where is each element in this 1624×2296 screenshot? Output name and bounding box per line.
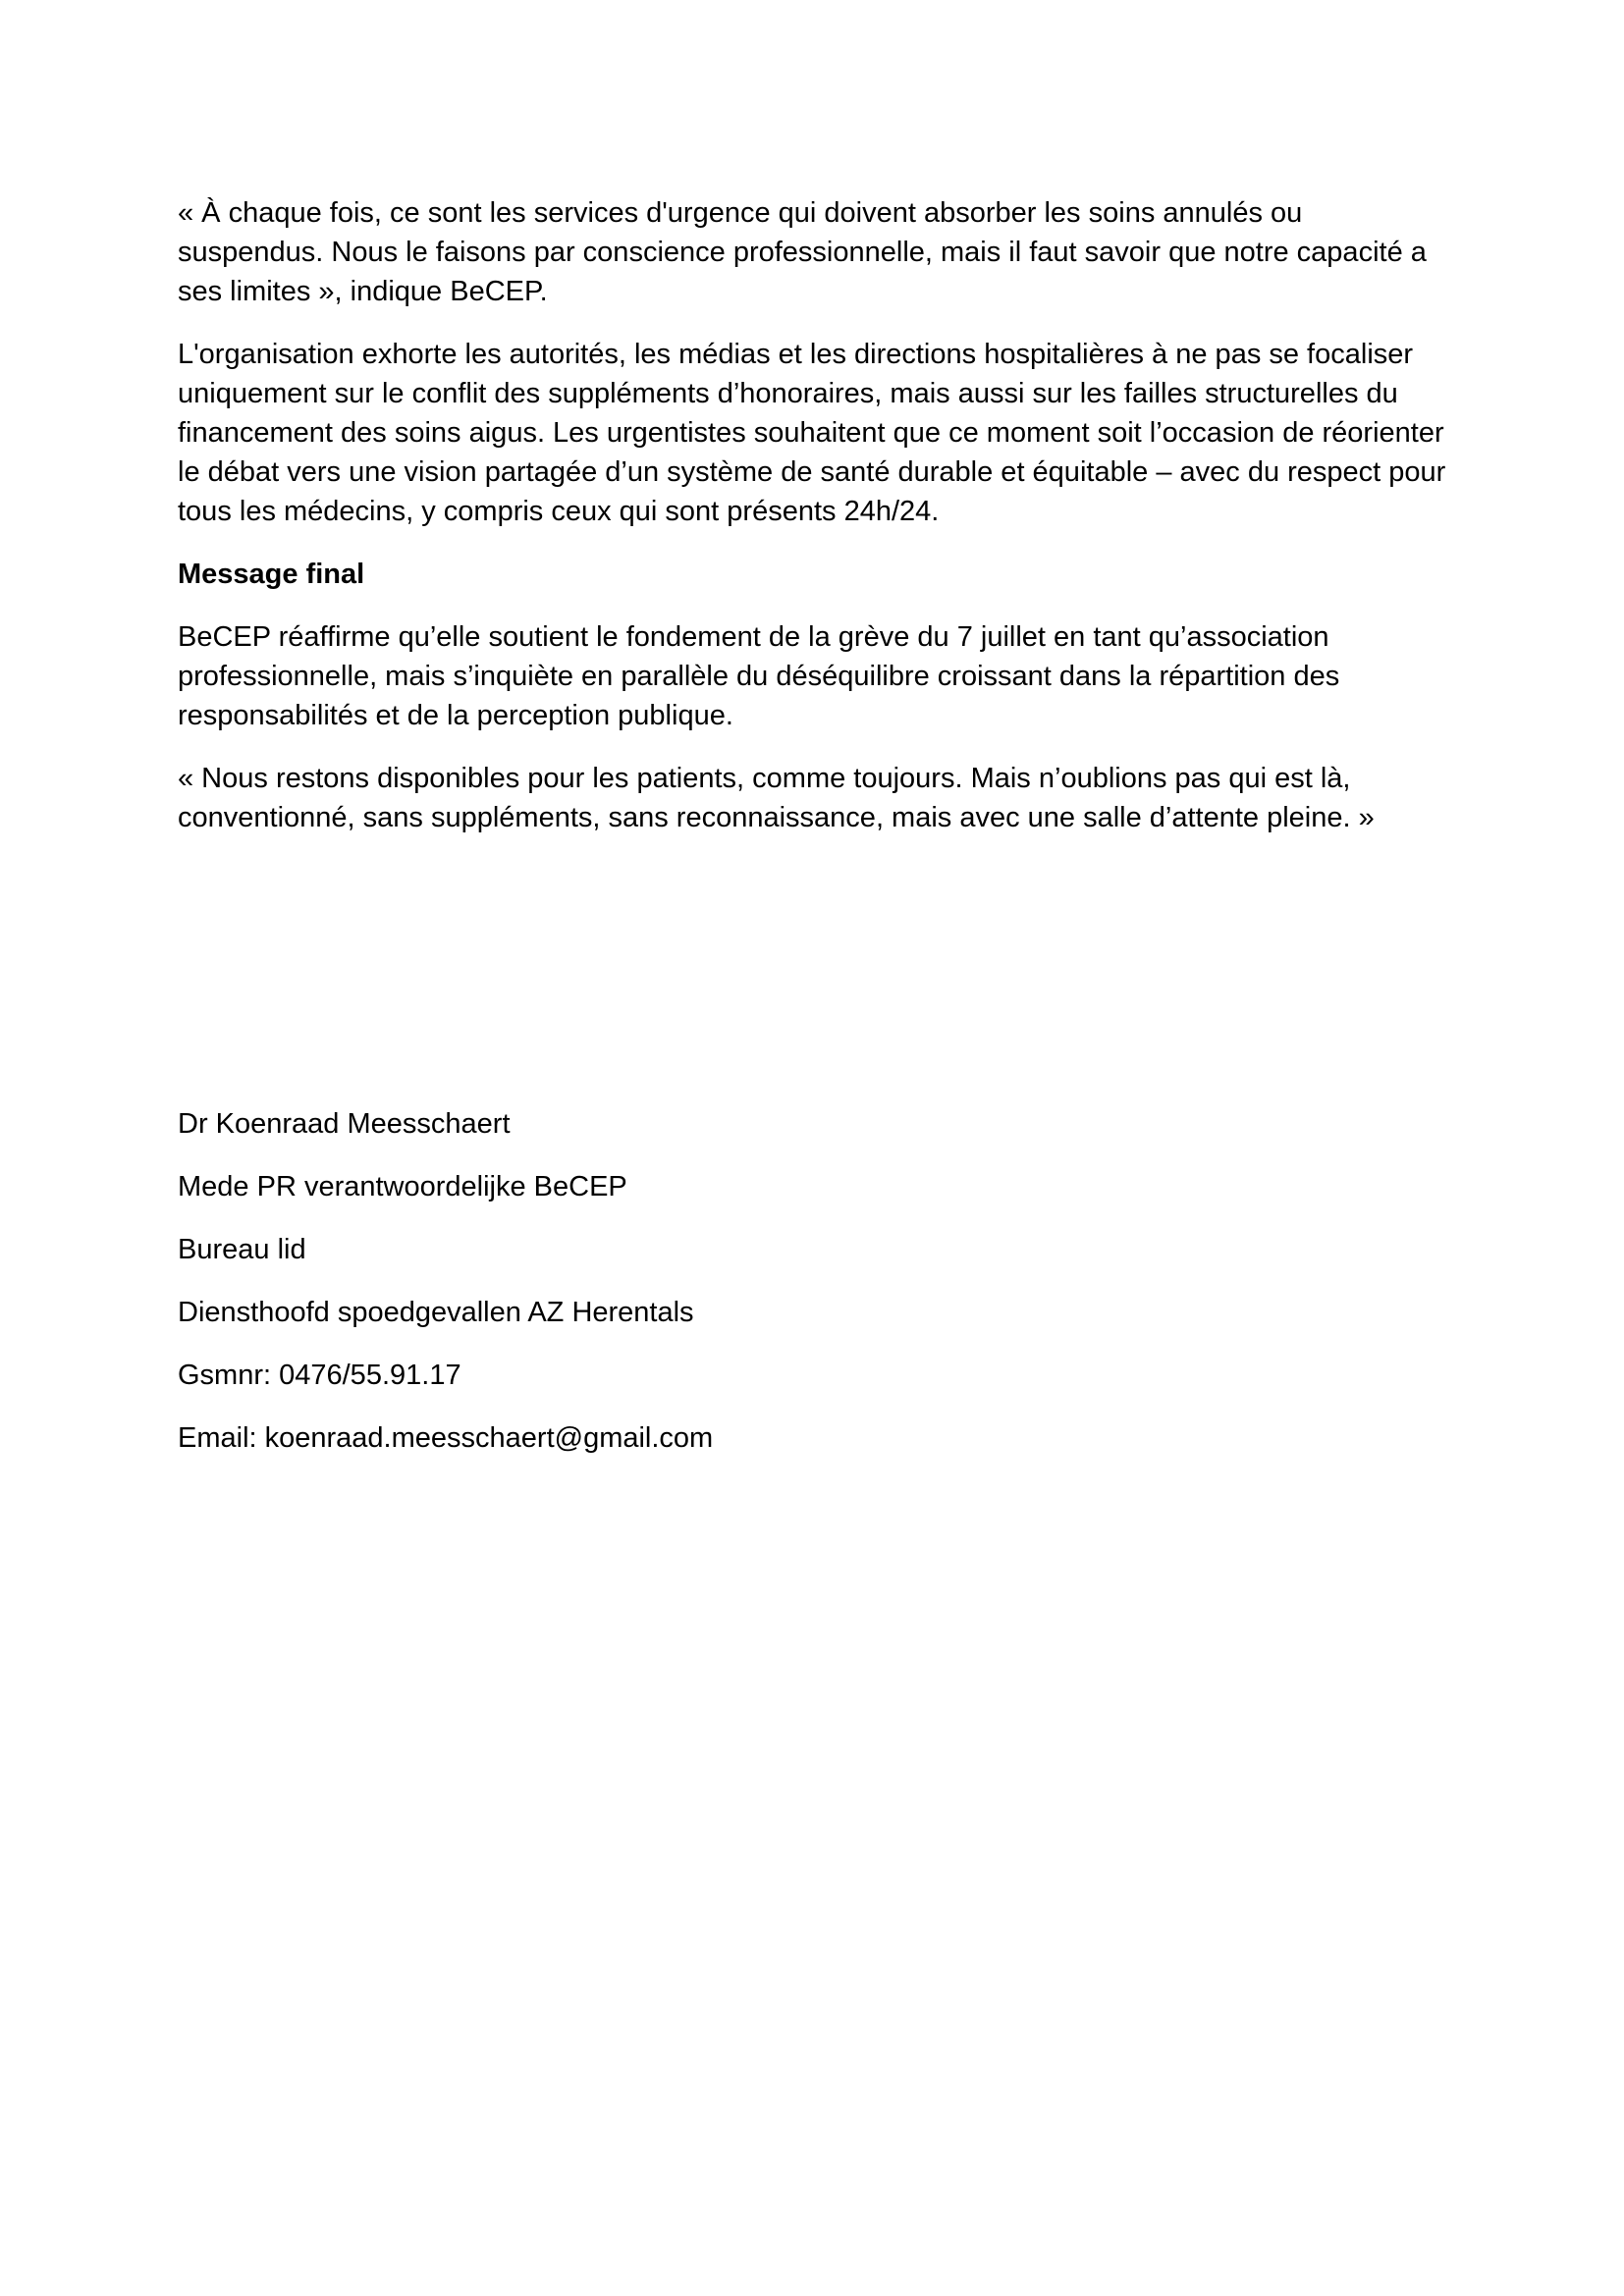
paragraph-becep-reaffirme: BeCEP réaffirme qu’elle soutient le fondement de la grève du 7 juillet en tant qu’association professionnelle, mais s’inquiète en parallèle du déséquilibre croissant dans la répartition des responsabilités et de la perception publique. [178,621,1340,731]
signature-role-pr: Mede PR verantwoordelijke BeCEP [178,1171,627,1202]
signature-phone: Gsmnr: 0476/55.91.17 [178,1360,461,1391]
paragraph-quote-salle-attente: « Nous restons disponibles pour les patients, comme toujours. Mais n’oublions pas qui est là, conventionné, sans suppléments, sans reconnaissance, mais avec une salle d’attente pleine. » [178,763,1375,833]
signature-role-bureau: Bureau lid [178,1234,306,1265]
blank-gap [178,861,1446,1104]
signature-name: Dr Koenraad Meesschaert [178,1108,511,1140]
heading-message-final: Message final [178,559,365,590]
document-content [178,193,1446,1481]
signature-email: Email: koenraad.meesschaert@gmail.com [178,1422,714,1454]
signature-role-diensthoofd: Diensthoofd spoedgevallen AZ Herentals [178,1297,694,1328]
paragraph-quote-capacity: « À chaque fois, ce sont les services d'urgence qui doivent absorber les soins annulés ou suspendus. Nous le faisons par conscience professionnelle, mais il faut savoir que notre capacité a ses limites », indique BeCEP. [178,197,1427,307]
paragraph-organisation-exhorte: L'organisation exhorte les autorités, les médias et les directions hospitalières à ne pas se focaliser uniquement sur le conflit des suppléments d’honoraires, mais aussi sur les failles structurelles du financement des soins aigus. Les urgentistes souhaitent que ce moment soit l’occasion de réorienter le débat vers une vision partagée d’un système de santé durable et équitable – avec du respect pour tous les médecins, y compris ceux qui sont présents 24h/24. [178,339,1446,527]
